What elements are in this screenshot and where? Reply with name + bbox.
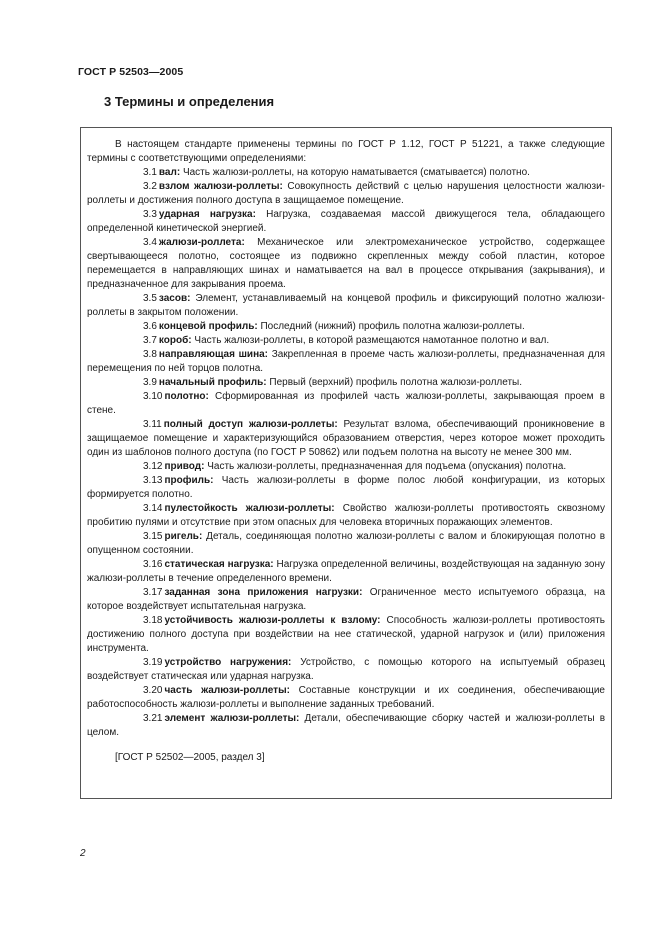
term-definition (87, 208, 605, 236)
term-definition (87, 614, 605, 656)
term-name: вал: (158, 167, 181, 178)
term-text: Способность жалюзи-роллеты противостоять достижению полного доступа при воздействии на нее статической, ударной нагрузок и (или) приложения инструмента. (87, 615, 605, 654)
term-name: концевой профиль: (158, 321, 258, 332)
term-definition (87, 334, 605, 348)
term-name: жалюзи-роллета: (158, 237, 245, 248)
term-name: пулестойкость жалюзи-роллеты: (164, 503, 335, 514)
page-number: 2 (80, 848, 86, 859)
term-number: 3.12 (143, 461, 163, 472)
term-name: заданная зона приложения нагрузки: (164, 587, 363, 598)
term-text: Свойство жалюзи-роллеты противостоять сквозному пробитию пулями и отсутствие при этом опасных для человека вторичных поражающих элементов. (87, 503, 605, 528)
term-definition (87, 166, 605, 180)
term-text: Часть жалюзи-роллеты, в которой размещаются намотанное полотно и вал. (194, 335, 550, 346)
term-text: Нагрузка определенной величины, воздействующая на заданную зону жалюзи-роллеты в течение определенного времени. (87, 559, 605, 584)
term-number: 3.1 (143, 167, 157, 178)
term-name: привод: (164, 461, 205, 472)
term-definition (87, 460, 605, 474)
term-number: 3.3 (143, 209, 157, 220)
term-number: 3.17 (143, 587, 163, 598)
term-name: короб: (158, 335, 192, 346)
terms-list (87, 166, 605, 740)
term-name: ригель: (164, 531, 203, 542)
term-name: начальный профиль: (158, 377, 267, 388)
term-name: засов: (158, 293, 191, 304)
term-number: 3.4 (143, 237, 157, 248)
term-definition (87, 656, 605, 684)
term-number: 3.2 (143, 181, 157, 192)
term-name: направляющая шина: (158, 349, 269, 360)
term-name: профиль: (164, 475, 214, 486)
term-number: 3.11 (143, 419, 162, 430)
term-definition (87, 502, 605, 530)
term-name: полотно: (164, 391, 209, 402)
term-definition (87, 390, 605, 418)
definitions-frame (80, 127, 612, 799)
term-number: 3.19 (143, 657, 163, 668)
term-definition (87, 558, 605, 586)
term-number: 3.14 (143, 503, 163, 514)
term-text: Деталь, соединяющая полотно жалюзи-роллеты с валом и блокирующая полотно в опущенном состоянии. (87, 531, 606, 556)
term-text: Совокупность действий с целью нарушения целостности жалюзи-роллеты и достижения полного доступа в защищаемое помещение. (87, 181, 605, 206)
term-definition (87, 292, 605, 320)
term-text: Сформированная из профилей часть жалюзи-роллеты, закрывающая проем в стене. (87, 391, 605, 416)
term-definition (87, 180, 605, 208)
term-text: Последний (нижний) профиль полотна жалюзи-роллеты. (260, 321, 525, 332)
term-name: устройство нагружения: (164, 657, 292, 668)
term-definition (87, 376, 605, 390)
term-text: Часть жалюзи-роллеты, на которую наматывается (сматывается) полотно. (182, 167, 530, 178)
term-definition (87, 712, 605, 740)
term-name: часть жалюзи-роллеты: (164, 685, 290, 696)
term-definition (87, 320, 605, 334)
term-definition (87, 586, 605, 614)
document-header: ГОСТ Р 52503—2005 (78, 66, 184, 78)
term-text: Нагрузка, создаваемая массой движущегося тела, обладающего определенной кинетической энергией. (87, 209, 605, 234)
term-name: полный доступ жалюзи-роллеты: (163, 419, 338, 430)
term-definition (87, 236, 605, 292)
term-number: 3.16 (143, 559, 163, 570)
term-number: 3.7 (143, 335, 157, 346)
term-text: Первый (верхний) профиль полотна жалюзи-роллеты. (269, 377, 523, 388)
term-text: Детали, обеспечивающие сборку частей и жалюзи-роллеты в целом. (87, 713, 606, 738)
term-number: 3.21 (143, 713, 163, 724)
term-definition (87, 348, 605, 376)
term-text: Составные конструкции и их соединения, обеспечивающие работоспособность жалюзи-роллеты и выполнение заданных требований. (87, 685, 605, 710)
term-definition (87, 418, 605, 460)
term-text: Механическое или электромеханическое устройство, содержащее свертывающееся полотно, состоящее из подвижно скрепленных между собой пластин, которое перемещается в направляющих шинах и наматывается на вал в процессе открывания (закрывания), и предназначенное для закрывания проема. (87, 237, 606, 290)
term-text: Устройство, с помощью которого на испытуемый образец воздействует статическая или ударная нагрузка. (87, 657, 605, 682)
term-number: 3.15 (143, 531, 163, 542)
term-name: взлом жалюзи-роллеты: (158, 181, 283, 192)
term-name: устойчивость жалюзи-роллеты к взлому: (164, 615, 381, 626)
term-text: Результат взлома, обеспечивающий проникновение в защищаемое помещение и характеризующийся образованием отверстия, через которое может проходить один из шаблонов полного доступа (по ГОСТ Р 50862) или подъем полотна на высоту не менее 300 мм. (87, 419, 605, 458)
term-name: статическая нагрузка: (164, 559, 274, 570)
term-number: 3.18 (143, 615, 163, 626)
term-number: 3.10 (143, 391, 163, 402)
term-text: Часть жалюзи-роллеты в форме полос любой конфигурации, из которых формируется полотно. (87, 475, 605, 500)
term-number: 3.5 (143, 293, 157, 304)
term-number: 3.6 (143, 321, 157, 332)
term-text: Закрепленная в проеме часть жалюзи-роллеты, предназначенная для перемещения по ней торцов полотна. (87, 349, 606, 374)
term-name: ударная нагрузка: (158, 209, 256, 220)
term-definition (87, 684, 605, 712)
term-number: 3.8 (143, 349, 157, 360)
term-definition (87, 530, 605, 558)
term-text: Часть жалюзи-роллеты, предназначенная для подъема (опускания) полотна. (207, 461, 567, 472)
term-number: 3.13 (143, 475, 163, 486)
term-text: Элемент, устанавливаемый на концевой профиль и фиксирующий полотно жалюзи-роллеты в закрытом положении. (87, 293, 606, 318)
term-definition (87, 474, 605, 502)
term-number: 3.9 (143, 377, 157, 388)
intro-paragraph: В настоящем стандарте применены термины по ГОСТ Р 1.12, ГОСТ Р 51221, а также следующие термины с соответствующими определениями: (87, 139, 605, 164)
term-text: Ограниченное место испытуемого образца, на которое воздействует испытательная нагрузка. (87, 587, 606, 612)
term-name: элемент жалюзи-роллеты: (164, 713, 300, 724)
source-reference: [ГОСТ Р 52502—2005, раздел 3] (115, 752, 265, 763)
section-title: 3 Термины и определения (104, 94, 275, 109)
term-number: 3.20 (143, 685, 163, 696)
